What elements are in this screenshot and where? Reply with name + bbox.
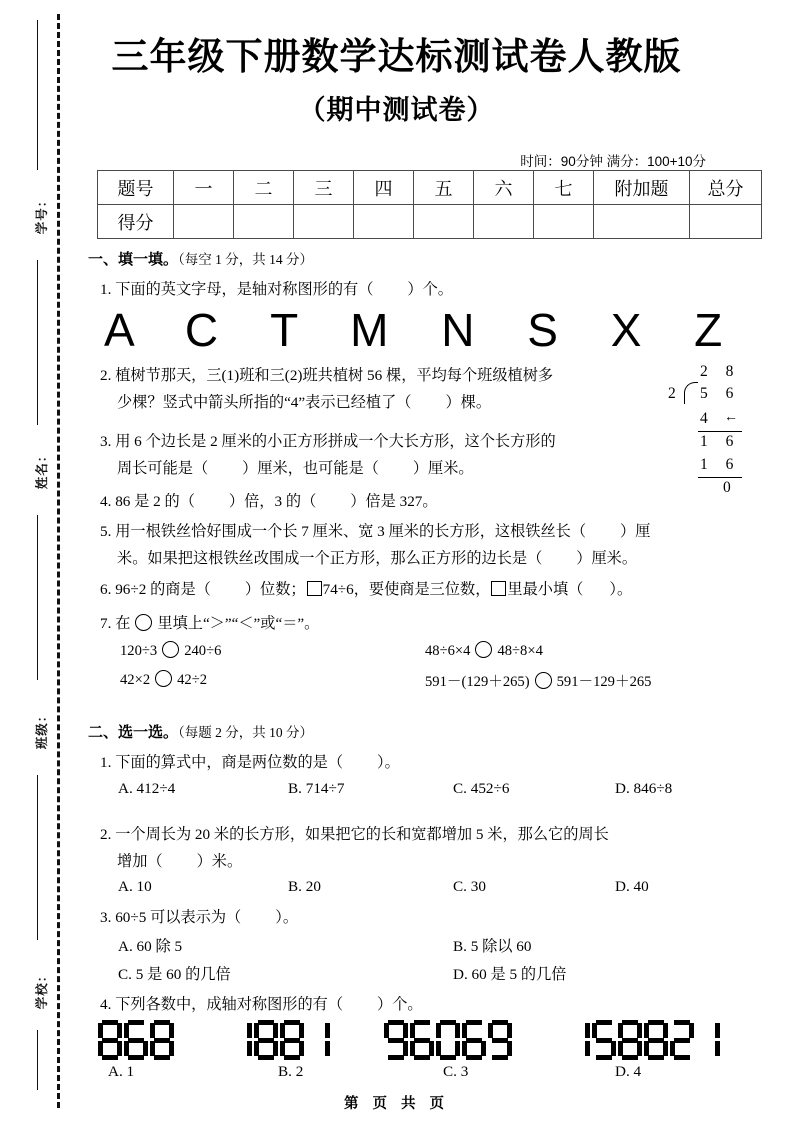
rail-segment bbox=[37, 775, 38, 940]
q2-3-text-a: 3. 60÷5 可以表示为（ bbox=[100, 909, 242, 926]
q2-2-option-d[interactable]: D. 40 bbox=[615, 878, 649, 895]
q1-7-prompt-circle bbox=[135, 614, 152, 631]
seven-segment-digit bbox=[410, 1020, 434, 1060]
q1-6-text-d: 里最小填（ bbox=[507, 581, 584, 598]
q2-3-option-d[interactable]: D. 60 是 5 的几倍 bbox=[453, 966, 567, 983]
q2-1-option-c[interactable]: C. 452÷6 bbox=[453, 780, 510, 797]
q1-4-text-b: ）倍，3 的（ bbox=[228, 493, 317, 510]
q1-2-text-b: ）棵。 bbox=[445, 394, 492, 411]
section-1-points: （每空 1 分，共 14 分） bbox=[178, 252, 314, 267]
long-division-arrow-icon: ← bbox=[724, 410, 738, 425]
table-row bbox=[98, 205, 762, 239]
q2-4-option-c[interactable]: C. 3 bbox=[443, 1063, 469, 1080]
score-col-total: 总分 bbox=[690, 171, 762, 205]
q2-1-text-b: ）。 bbox=[377, 754, 400, 771]
long-division-divisor: 2 bbox=[668, 385, 683, 402]
question-1-2-line1: 2. 植树节那天，三(1)班和三(2)班共植树 56 棵，平均每个班级植树多 bbox=[100, 367, 554, 384]
score-col-3: 三 bbox=[294, 171, 354, 205]
question-2-2-line1: 2. 一个周长为 20 米的长方形，如果把它的长和宽都增加 5 米，那么它的周长 bbox=[100, 826, 609, 843]
q1-7-item-2-left: 48÷6×4 bbox=[425, 643, 471, 659]
score-cell-1[interactable] bbox=[174, 205, 234, 239]
q2-4-text-a: 4. 下列各数中，成轴对称图形的有（ bbox=[100, 996, 343, 1013]
seven-segment-digit bbox=[306, 1020, 330, 1060]
q1-7-item-2 bbox=[425, 641, 543, 660]
score-cell-total[interactable] bbox=[690, 205, 762, 239]
seven-segment-digit bbox=[644, 1020, 668, 1060]
q2-1-option-b[interactable]: B. 714÷7 bbox=[288, 780, 345, 797]
q2-3-text-b: ）。 bbox=[275, 909, 299, 926]
score-col-2: 二 bbox=[234, 171, 294, 205]
q1-3-text-a: 周长可能是（ bbox=[117, 460, 209, 477]
table-row bbox=[98, 171, 762, 205]
long-division-rule-1 bbox=[698, 431, 742, 432]
q1-2-text-a: 少棵？竖式中箭头所指的“4”表示已经植了（ bbox=[117, 394, 412, 411]
q1-3-text-c: ）厘米。 bbox=[412, 460, 474, 477]
section-1-heading bbox=[88, 248, 313, 269]
q1-6-text-e: ）。 bbox=[609, 581, 633, 598]
long-division-dividend: 5 6 bbox=[700, 385, 741, 402]
q1-7-item-4 bbox=[425, 670, 651, 691]
page-subtitle: （期中测试卷） bbox=[298, 95, 495, 125]
q1-5-text-a: 5. 用一根铁丝恰好围成一个长 7 厘米、宽 3 厘米的长方形，这根铁丝长（ bbox=[100, 523, 586, 540]
seven-segment-digit bbox=[670, 1020, 694, 1060]
score-cell-bonus[interactable] bbox=[594, 205, 690, 239]
question-2-2-options bbox=[118, 878, 649, 896]
question-1-2-line2 bbox=[117, 391, 491, 416]
q2-3-option-b[interactable]: B. 5 除以 60 bbox=[453, 938, 532, 955]
margin-label-student-id: 学号： bbox=[35, 193, 49, 235]
score-cell-5[interactable] bbox=[414, 205, 474, 239]
section-1-title: 一、填一填。 bbox=[88, 251, 179, 268]
seven-segment-number-4 bbox=[566, 1020, 722, 1060]
q1-7-circle-2[interactable] bbox=[475, 641, 492, 658]
question-2-3-options-row-1 bbox=[118, 935, 531, 956]
long-division-rule-2 bbox=[698, 477, 742, 478]
score-col-bonus: 附加题 bbox=[594, 171, 690, 205]
seven-segment-digit bbox=[488, 1020, 512, 1060]
score-cell-2[interactable] bbox=[234, 205, 294, 239]
question-2-4 bbox=[100, 993, 423, 1018]
q1-7-item-3 bbox=[120, 670, 207, 689]
score-table bbox=[97, 170, 762, 239]
score-cell-7[interactable] bbox=[534, 205, 594, 239]
score-cell-6[interactable] bbox=[474, 205, 534, 239]
q2-2-option-a[interactable]: A. 10 bbox=[118, 878, 152, 895]
seven-segment-digit bbox=[566, 1020, 590, 1060]
seven-segment-number-3 bbox=[384, 1020, 514, 1060]
seven-segment-digit bbox=[436, 1020, 460, 1060]
score-col-6: 六 bbox=[474, 171, 534, 205]
q1-7-item-1-left: 120÷3 bbox=[120, 643, 158, 659]
seven-segment-digit bbox=[696, 1020, 720, 1060]
question-2-3-options-row-2 bbox=[118, 963, 566, 984]
q1-6-text-c: 74÷6，要使商是三位数， bbox=[322, 581, 491, 598]
seven-segment-digit bbox=[280, 1020, 304, 1060]
margin-rail bbox=[30, 20, 52, 1090]
q1-6-box-1[interactable] bbox=[307, 581, 322, 596]
q1-7-circle-4[interactable] bbox=[535, 672, 552, 689]
rail-segment bbox=[37, 260, 38, 425]
score-cell-4[interactable] bbox=[354, 205, 414, 239]
question-1-6 bbox=[100, 578, 632, 603]
q1-6-text-b: ）位数； bbox=[244, 581, 306, 598]
question-1-5-line1 bbox=[100, 520, 650, 545]
seven-segment-digit bbox=[384, 1020, 408, 1060]
question-1-1 bbox=[100, 278, 453, 303]
question-2-3 bbox=[100, 906, 298, 931]
seven-segment-digit bbox=[228, 1020, 252, 1060]
q1-7-item-2-right: 48÷8×4 bbox=[497, 643, 543, 659]
q2-4-seven-segment-numbers bbox=[98, 1020, 722, 1060]
score-table-label-question: 题号 bbox=[98, 171, 174, 205]
score-cell-3[interactable] bbox=[294, 205, 354, 239]
seven-segment-digit bbox=[124, 1020, 148, 1060]
q2-2-text-b: ）米。 bbox=[196, 853, 243, 870]
q2-1-option-d[interactable]: D. 846÷8 bbox=[615, 780, 673, 797]
seven-segment-digit bbox=[254, 1020, 278, 1060]
q2-2-option-b[interactable]: B. 20 bbox=[288, 878, 321, 895]
seven-segment-digit bbox=[462, 1020, 486, 1060]
q1-4-text-c: ）倍是 327。 bbox=[350, 493, 438, 510]
score-col-1: 一 bbox=[174, 171, 234, 205]
q1-5-text-b: ）厘 bbox=[620, 523, 651, 540]
q2-2-option-c[interactable]: C. 30 bbox=[453, 878, 486, 895]
q1-7-text-a: 7. 在 bbox=[100, 615, 131, 632]
q2-4-option-b[interactable]: B. 2 bbox=[278, 1063, 304, 1080]
section-2-points: （每题 2 分，共 10 分） bbox=[178, 725, 314, 740]
question-2-1 bbox=[100, 751, 400, 776]
q2-4-option-a[interactable]: A. 1 bbox=[108, 1063, 135, 1080]
section-2-title: 二、选一选。 bbox=[88, 724, 179, 741]
seven-segment-digit bbox=[150, 1020, 174, 1060]
long-division-remainder: 0 bbox=[723, 479, 738, 496]
q1-7-circle-3[interactable] bbox=[155, 670, 172, 687]
margin-dashed-line bbox=[57, 14, 60, 1108]
q2-1-text-a: 1. 下面的算式中，商是两位数的是（ bbox=[100, 754, 343, 771]
page-footer: 第 页 共 页 bbox=[343, 1096, 450, 1112]
seven-segment-number-1 bbox=[98, 1020, 176, 1060]
exam-meta-info: 时间：90分钟 满分：100+10分 bbox=[520, 154, 706, 169]
rail-segment bbox=[37, 515, 38, 680]
q1-6-box-2[interactable] bbox=[491, 581, 506, 596]
q1-7-item-4-right: 591－129＋265 bbox=[556, 674, 652, 690]
q1-7-item-4-left: 591－(129＋265) bbox=[425, 674, 530, 690]
rail-segment bbox=[37, 1030, 38, 1090]
question-1-5-line2 bbox=[117, 547, 637, 572]
long-division-quotient: 2 8 bbox=[700, 363, 741, 380]
q1-3-text-b: ）厘米，也可能是（ bbox=[242, 460, 379, 477]
q2-1-option-a[interactable]: A. 412÷4 bbox=[118, 780, 176, 797]
seven-segment-number-2 bbox=[228, 1020, 332, 1060]
q2-4-text-b: ）个。 bbox=[377, 996, 423, 1013]
q1-7-item-3-left: 42×2 bbox=[120, 672, 151, 688]
long-division-step-1: 4 bbox=[700, 410, 715, 427]
margin-label-name: 姓名： bbox=[35, 448, 49, 490]
long-division-step-2: 1 6 bbox=[700, 433, 741, 450]
q1-7-item-3-right: 42÷2 bbox=[177, 672, 208, 688]
q2-3-option-c[interactable]: C. 5 是 60 的几倍 bbox=[118, 966, 231, 983]
score-col-7: 七 bbox=[534, 171, 594, 205]
q1-1-text-b: ）个。 bbox=[407, 281, 453, 298]
q1-7-item-1 bbox=[120, 641, 221, 660]
long-division-step-3: 1 6 bbox=[700, 456, 741, 473]
score-col-5: 五 bbox=[414, 171, 474, 205]
q1-7-text-b: 里填上“＞”“＜”或“＝”。 bbox=[157, 615, 320, 632]
long-division-bracket bbox=[684, 382, 698, 404]
seven-segment-digit bbox=[98, 1020, 122, 1060]
q1-6-text-a: 6. 96÷2 的商是（ bbox=[100, 581, 211, 598]
margin-label-class: 班级： bbox=[35, 708, 49, 750]
question-1-3-line1: 3. 用 6 个边长是 2 厘米的小正方形拼成一个大长方形，这个长方形的 bbox=[100, 433, 556, 450]
q1-5-text-c: 米。如果把这根铁丝改围成一个正方形，那么正方形的边长是（ bbox=[117, 550, 543, 567]
seven-segment-digit bbox=[618, 1020, 642, 1060]
section-2-heading bbox=[88, 721, 313, 742]
q1-1-text-a: 1. 下面的英文字母，是轴对称图形的有（ bbox=[100, 281, 374, 298]
q1-1-letters: A C T M N S X Z bbox=[104, 304, 743, 356]
question-1-7-prompt bbox=[100, 612, 319, 637]
seven-segment-digit bbox=[592, 1020, 616, 1060]
q2-2-text-a: 增加（ bbox=[117, 853, 163, 870]
question-2-2-line2 bbox=[117, 850, 242, 875]
q2-3-option-a[interactable]: A. 60 除 5 bbox=[118, 938, 183, 955]
q1-5-text-d: ）厘米。 bbox=[576, 550, 637, 567]
q1-7-circle-1[interactable] bbox=[162, 641, 179, 658]
margin-label-school: 学校： bbox=[35, 968, 49, 1010]
q2-4-option-d[interactable]: D. 4 bbox=[615, 1063, 642, 1080]
question-2-4-options bbox=[108, 1063, 641, 1081]
score-col-4: 四 bbox=[354, 171, 414, 205]
question-1-3-line2 bbox=[117, 457, 474, 482]
question-1-4 bbox=[100, 490, 438, 515]
score-table-label-score: 得分 bbox=[98, 205, 174, 239]
q1-7-item-1-right: 240÷6 bbox=[184, 643, 222, 659]
q1-4-text-a: 4. 86 是 2 的（ bbox=[100, 493, 195, 510]
question-2-1-options bbox=[118, 780, 672, 798]
page-title: 三年级下册数学达标测试卷人教版 bbox=[111, 36, 682, 77]
